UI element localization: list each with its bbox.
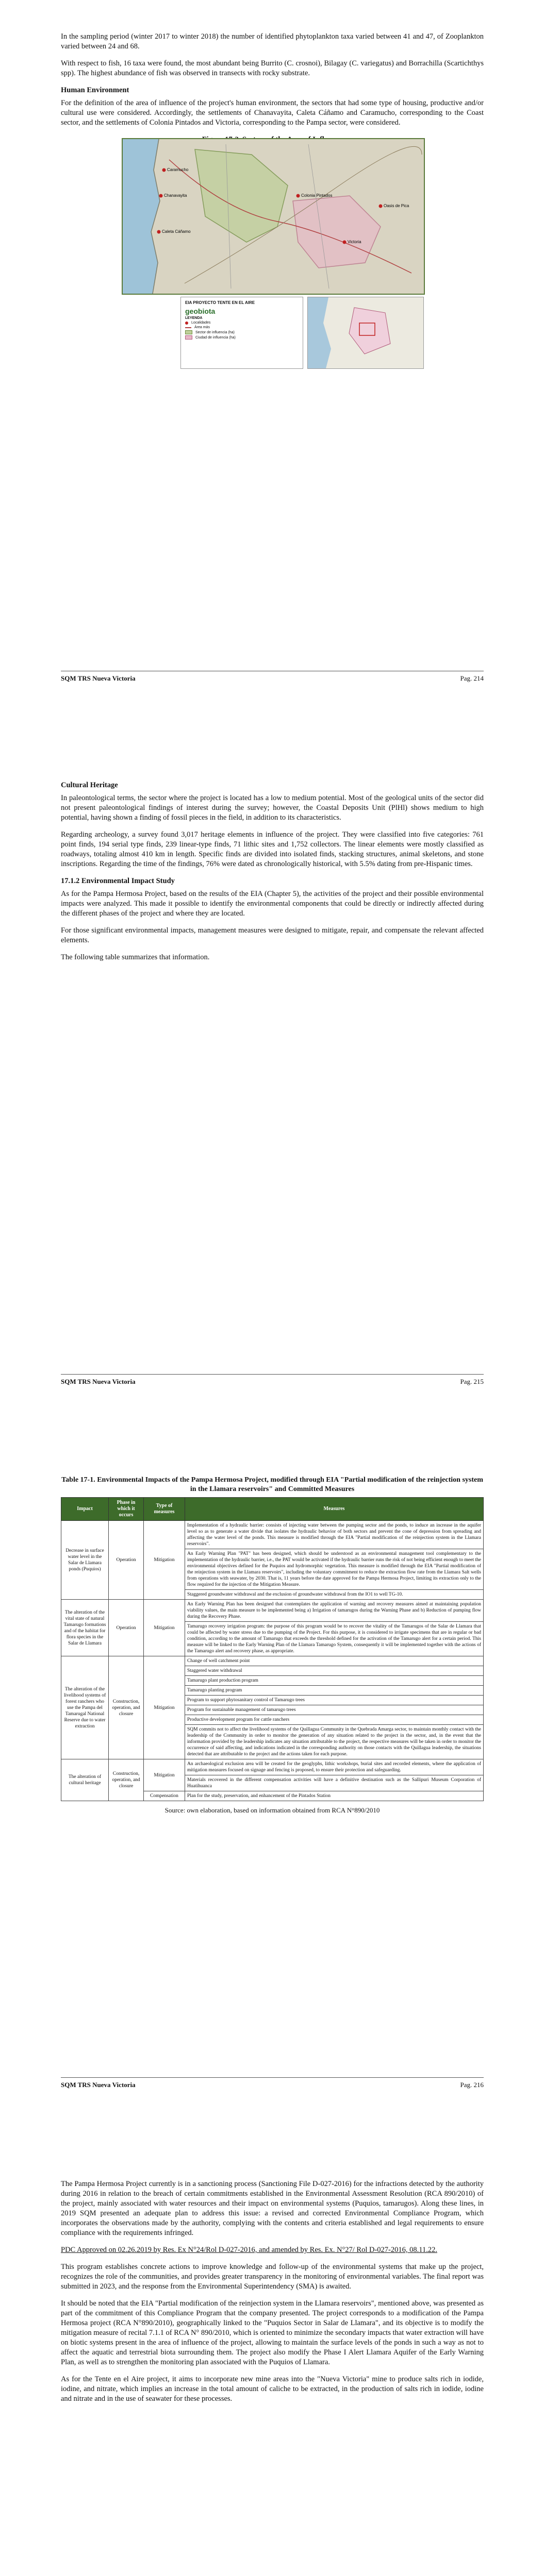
phase-cell: Construction, operation, and closure — [109, 1759, 144, 1801]
paragraph: As for the Pampa Hermosa Project, based on the results of the EIA (Chapter 5), the activities of the project and their possible environmental impacts were analyzed. This made it possible to identify the environmental components that could be directly or indirectly affected during the different phases of the project and where they are located. — [61, 890, 484, 918]
page-number: Pag. 216 — [460, 2081, 484, 2089]
paragraph: For the definition of the area of influence of the project's human environment, the sectors that had some type of housing, productive and/or cultural use were considered. Accordingly, the settlements of Chanavayita, Caleta Cáñamo and Caramucho, corresponding to the Coast sector, and the settlements of Colonia Pintados and Victoria, corresponding to the Pampa sector, were considered. — [61, 99, 484, 127]
table-source: Source: own elaboration, based on information obtained from RCA N°890/2010 — [164, 1806, 380, 1814]
type-cell: Mitigation — [144, 1656, 185, 1759]
page-number: Pag. 214 — [460, 674, 484, 682]
table-header-row — [61, 1498, 484, 1521]
page-214 — [0, 0, 544, 703]
legend-item: Sector de influencia (ha) — [185, 330, 303, 334]
legend-heading: LEYENDA — [185, 316, 203, 320]
paragraph: In the sampling period (winter 2017 to winter 2018) the number of identified phytoplankton taxa varied between 41 and 47, of Zooplankton varied between 24 and 68. — [61, 32, 484, 50]
legend-item: Área más — [185, 326, 303, 329]
type-cell: Mitigation — [144, 1521, 185, 1600]
measure-cell: Program to support phytosanitary control of Tamarugo trees — [185, 1696, 484, 1705]
measure-cell: Tamarugo recovery irrigation program: the purpose of this program would be to recover the vitality of the Tamarugos of the Salar de Llamara that could be affected by water stress due to the pumping of the Project. For this purpose, it is considered to irrigate specimens that are in regular or bad condition, according to the amount of Tamarugo that exceeds the threshold defined for the activation of the Tamarugo alert for a certain period. This measure will be linked to the Early Warning Plan of the Llamara Tamarugo System, consequently it will be implemented together with the actions of the Tamarugo alert and recovery phase, as appropriate. — [185, 1622, 484, 1656]
footer-company: SQM TRS Nueva Victoria — [61, 674, 136, 682]
table-row — [61, 1759, 484, 1775]
ocean-area — [123, 139, 160, 294]
page-body — [61, 1476, 484, 1815]
measure-cell: Productive development program for cattle ranchers — [185, 1715, 484, 1725]
paragraph: For those significant environmental impacts, management measures were designed to mitigate, repair, and compensate the relevant affected elements. — [61, 926, 484, 944]
page-215 — [0, 703, 544, 1406]
table-row — [61, 1656, 484, 1666]
phase-cell: Operation — [109, 1600, 144, 1656]
page-216 — [0, 1406, 544, 2110]
paragraph: This program establishes concrete actions to improve knowledge and follow-up of the environmental systems that make up the project, recognizes the role of the communities, and provides greater transparency in the monitoring of environmental variables. The final report was submitted in 2023, and the response from the Environmental Superintendency (SMA) is awaited. — [61, 2263, 484, 2291]
paragraph: Regarding archeology, a survey found 3,017 heritage elements in influence of the project. They were classified into five categories: 761 point finds, 194 serial type finds, 239 linear-type finds, 71 lithic sites and 1,752 collectors. The linear elements were mostly classified as roadways, totaling almost 410 km in length. Specific finds are divided into isolated finds, stacking structures, animal skeletons, and stone inscriptions. Regarding the time of the findings, 76% were dated as chronologically historical, with 5.5% dating from pre-Hispanic times. — [61, 831, 484, 868]
area-of-influence-map — [122, 138, 425, 295]
paragraph: It should be noted that the EIA "Partial modification of the reinjection system in the Llamara reservoirs", mentioned above, was presented as part of the commitment of this Compliance Program that the company presented. The project corresponds to a modification of the Pampa Hermosa project (RCA N°890/2010), geographically linked to the "Puquios Sector in Salar de Llamara", and its objective is to modify the mitigation measure of recital 7.1.1 of RCA N° 890/2010, which is oriented to minimize the secondary impacts that water extraction will have on biotic systems present in the area of influence of the project, allowing to maintain the surface levels of the ponds in such a way as not to affect the aquatic and terrestrial biota surrounding them. The project also modify the Phase I Alert Llamara Aquifer of the Early Warning Plan, as well as to strengthen the monitoring plan associated with the Puquios of Llamara. — [61, 2299, 484, 2366]
type-cell: Mitigation — [144, 1759, 185, 1791]
measure-cell: An Early Warning Plan has been designed that contemplates the application of warning and recovery measures aimed at maintaining population viability values, the main measure to be implemented being a) Irrigation of tamarugos during the Warning Phase and b) Reduction of pumping flow during the Recovery Phase. — [185, 1600, 484, 1622]
page-footer — [61, 2077, 484, 2090]
measure-cell: Plan for the study, preservation, and enhancement of the Pintados Station — [185, 1791, 484, 1801]
page-footer — [61, 1374, 484, 1387]
map-label: Victoria — [348, 240, 361, 244]
map-label: Oasis de Pica — [384, 204, 409, 208]
table-row — [61, 1521, 484, 1549]
measure-cell: Tamarugo plant production program — [185, 1676, 484, 1686]
measure-cell: An Early Warning Plan "PAT" has been designed, which should be understood as an environmental management tool complementary to the implementation of the hydraulic barrier, i.e., the PAT would be activated if the hydraulic barrier runs the risk of not being efficient enough to meet the environmental objectives defined for the Puquios and hydromorphic vegetation. This measure is modified through the EIA "Partial modification of the reinjection system in the Llamara reservoirs", including the voluntary commitment to reduce the extraction flow rate from the Llamara Salt wells from operations with seawater, by 2030. That is, 11 years before the date approved for the Pampa Hermosa Project, limiting its extraction only to the flow required for the injection of the Mitigation Measure. — [185, 1549, 484, 1590]
map-label: Chanavayita — [164, 193, 187, 198]
section-heading: Human Environment — [61, 86, 129, 94]
impact-cell: Decrease in surface water level in the Salar de Llamara ponds (Puquios) — [61, 1521, 109, 1600]
column-header: Impact — [61, 1498, 109, 1521]
impact-cell: The alteration of the vital state of natural Tamarugo formations and of the habitat for flora species in the Salar de Llamara — [61, 1600, 109, 1656]
map-label: Colonia Pintados — [301, 193, 333, 198]
company-logo: geobiota — [185, 307, 216, 315]
column-header: Measures — [185, 1498, 484, 1521]
measure-cell: Materials recovered in the different compensation activities will have a definitive destination such as the Sallipuri Museum Corporation of Huatihuanca — [185, 1775, 484, 1791]
legend-project: EIA PROYECTO TENTE EN EL AIRE — [185, 300, 255, 305]
legend-item: Ciudad de influencia (ha) — [185, 335, 303, 340]
measure-cell: Tamarugo planting program — [185, 1686, 484, 1696]
map-label: Caramucho — [167, 167, 189, 172]
map-legend — [180, 297, 303, 369]
paragraph: In paleontological terms, the sector where the project is located has a low to medium potential. Most of the geological units of the sector did not present paleontological findings of interest during the survey; however, the Coastal Deposits Unit (PlHl) shows medium to high potential, having shown a finding of fossil pieces in the field, in addition to its characteristics. — [61, 794, 484, 822]
section-heading: Cultural Heritage — [61, 781, 118, 789]
map-graphic — [123, 139, 424, 294]
footer-company: SQM TRS Nueva Victoria — [61, 1378, 136, 1385]
underlined-note: PDC Approved on 02.26.2019 by Res. Ex N°24/Rol D-027-2016, and amended by Res. Ex. N°27/ Rol D-027-2016, 08.11.22. — [61, 2246, 437, 2254]
impact-cell: The alteration of the livelihood systems of forest ranchers who use the Pampa del Tamarugal National Reserve due to water extraction — [61, 1656, 109, 1759]
measure-cell: An archaeological exclusion area will be created for the geoglyphs, lithic workshops, burial sites and recorded elements, where the application of mitigation measures focused on signage and fencing is proposed, to ensure their protection and safeguarding. — [185, 1759, 484, 1775]
paragraph: The Pampa Hermosa Project currently is in a sanctioning process (Sanctioning File D-027-2016) for the infractions detected by the authority during 2016 in relation to the breach of certain commitments established in the Environmental Assessment Resolution (RCA 890/2010) of the project, mainly associated with water resources and their impact on environmental systems (Puquios, tamarugos). Along these lines, in 2019 SQM presented an adequate plan to address this issue: a revised and corrected Environmental Compliance Program, which incorporates the observations made by the authority, complying with the contents and criteria established and legal requirements to ensure compliance with the requirements infringed. — [61, 2180, 484, 2237]
page-body — [61, 2179, 484, 2411]
type-cell: Compensation — [144, 1791, 185, 1801]
measure-cell: Program for sustainable management of tamarugo trees — [185, 1705, 484, 1715]
paragraph: The following table summarizes that information. — [61, 953, 210, 961]
measure-cell: Staggered groundwater withdrawal and the exclusion of groundwater withdrawal from the IO1 to well TG-10. — [185, 1590, 484, 1600]
impacts-table — [61, 1497, 484, 1801]
map-label: Caleta Cáñamo — [162, 229, 191, 234]
location-inset-map — [307, 297, 424, 369]
page-body — [61, 781, 484, 970]
inset-graphic — [308, 297, 423, 368]
page-number: Pag. 215 — [460, 1378, 484, 1385]
legend-item: Localidades — [185, 321, 303, 325]
page-217 — [0, 2110, 544, 2576]
column-header: Phase in which it occurs — [109, 1498, 144, 1521]
table-row — [61, 1600, 484, 1622]
paragraph: With respect to fish, 16 taxa were found, the most abundant being Burrito (C. crosnoi), Bilagay (C. variegatus) and Borrachilla (Scartichthys spp). The highest abundance of fish was observed in transects with rocky substrate. — [61, 59, 484, 77]
measure-cell: Change of well catchment point — [185, 1656, 484, 1666]
page-footer — [61, 671, 484, 684]
measure-cell: SQM commits not to affect the livelihood systems of the Quillagua Community in the Quebrada Amarga sector, to maintain monthly contact with the leadership of the Community in order to monitor the generation of any situation related to the project in the sector, and, in the event that the information provided by the leadership indicates any situation attributable to the project, the respective measures will be taken in order to monitor the occurrence of said affecting, and indications indicated in the corresponding authority on those contacts with the Quillagua leadership, the situations detected that are attributable to the project and the actions taken for each purpose. — [185, 1725, 484, 1759]
measure-cell: Implementation of a hydraulic barrier: consists of injecting water between the pumping sector and the ponds, to induce an increase in the aquifer level so as to generate a water divide that isolates the hydraulic behavior of both sectors and prevent the cone of depression from spreading and affecting the water level of the ponds. This measure is modified through the EIA "Partial modification of the reinjection system in the Llamara reservoirs". — [185, 1521, 484, 1549]
table-caption: Table 17-1. Environmental Impacts of the Pampa Hermosa Project, modified through EIA "Partial modification of the reinjection system in the Llamara reservoirs" and Committed Measures — [61, 1476, 483, 1493]
page-body — [61, 32, 484, 149]
phase-cell: Construction, operation, and closure — [109, 1656, 144, 1759]
impact-cell: The alteration of cultural heritage — [61, 1759, 109, 1801]
phase-cell: Operation — [109, 1521, 144, 1600]
paragraph: As for the Tente en el Aire project, it aims to incorporate new mine areas into the "Nueva Victoria" mine to produce salts rich in iodide, iodine, and nitrate, which implies an increase in the total amount of caliche to be extracted, in the production of salts rich in iodide, iodine and nitrate and in the use of seawater for these processes. — [61, 2375, 484, 2403]
type-cell: Mitigation — [144, 1600, 185, 1656]
footer-company: SQM TRS Nueva Victoria — [61, 2081, 136, 2089]
column-header: Type of measures — [144, 1498, 185, 1521]
measure-cell: Staggered water withdrawal — [185, 1666, 484, 1676]
subsection-heading: 17.1.2 Environmental Impact Study — [61, 877, 175, 885]
